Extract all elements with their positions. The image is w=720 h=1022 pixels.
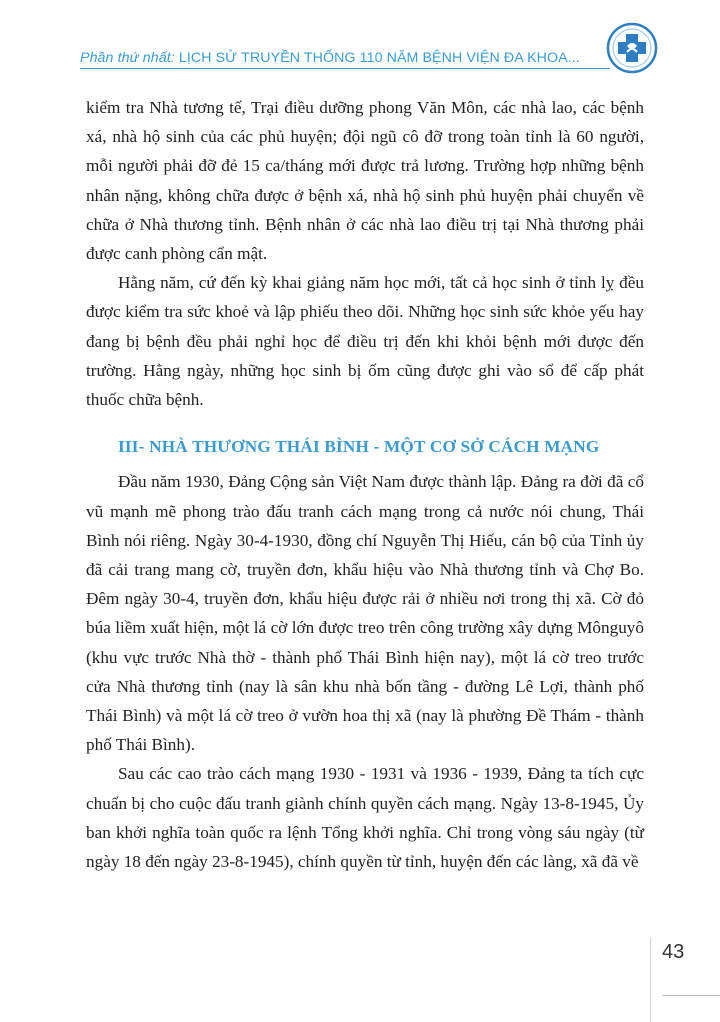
page-number-divider <box>650 938 651 1022</box>
paragraph: Sau các cao trào cách mạng 1930 - 1931 và 1936 - 1939, Đảng ta tích cực chuẩn bị cho cuộc đấu tranh giành chính quyền cách mạng. Ngày 13-8-1945, Ủy ban khởi nghĩa toàn quốc ra lệnh Tổng khởi nghĩa. Chỉ trong vòng sáu ngày (từ ngày 18 đến ngày 23-8-1945), chính quyền từ tỉnh, huyện đến các làng, xã đã về <box>86 764 644 872</box>
header-divider <box>80 68 610 69</box>
running-header <box>80 50 580 66</box>
footer-rule <box>662 995 720 996</box>
header-title: LỊCH SỬ TRUYỀN THỐNG 110 NĂM BỆNH VIỆN ĐA KHOA... <box>178 50 580 66</box>
section-heading: III- NHÀ THƯƠNG THÁI BÌNH - MỘT CƠ SỞ CÁCH MẠNG <box>118 437 600 457</box>
hospital-cross-logo-icon <box>606 22 658 74</box>
paragraph-continued: kiểm tra Nhà tương tế, Trại điều dưỡng phong Văn Môn, các nhà lao, các bệnh xá, nhà hộ sinh của các phủ huyện; đội ngũ cô đỡ trong toàn tỉnh là 60 người, mỗi người phải đỡ đẻ 15 ca/tháng mới được trả lương. Trường hợp những bệnh nhân nặng, không chữa được ở bệnh xá, nhà hộ sinh phủ huyện phải chuyển về chữa ở Nhà thương tỉnh. Bệnh nhân ở các nhà lao điều trị tại Nhà thương phải được canh phòng cẩn mật. <box>86 98 644 264</box>
paragraph: Hằng năm, cứ đến kỳ khai giảng năm học mới, tất cả học sinh ở tỉnh lỵ đều được kiểm tra sức khoẻ và lập phiếu theo dõi. Những học sinh sức khỏe yếu hay đang bị bệnh đều phải nghỉ học để điều trị đến khi khỏi bệnh mới được đến trường. Hằng ngày, những học sinh bị ốm cũng được ghi vào sổ để cấp phát thuốc chữa bệnh. <box>86 273 644 410</box>
paragraph: Đầu năm 1930, Đảng Cộng sản Việt Nam được thành lập. Đảng ra đời đã cổ vũ mạnh mẽ phong trào đấu tranh cách mạng trong cả nước nói chung, Thái Bình nói riêng. Ngày 30-4-1930, đồng chí Nguyễn Thị Hiếu, cán bộ của Tỉnh ủy đã cải trang mang cờ, truyền đơn, khẩu hiệu vào Nhà thương tỉnh và Chợ Bo. Đêm ngày 30-4, truyền đơn, khẩu hiệu được rải ở nhiều nơi trong thị xã. Cờ đỏ búa liềm xuất hiện, một lá cờ lớn được treo trên công trường xây dựng Mônguyô (khu vực trước Nhà thờ - thành phố Thái Bình hiện nay), một lá cờ treo trước cửa Nhà thương tỉnh (nay là sân khu nhà bốn tầng - đường Lê Lợi, thành phố Thái Bình) và một lá cờ treo ở vườn hoa thị xã (nay là phường Đề Thám - thành phố Thái Bình). <box>86 472 644 755</box>
header-part-label: Phần thứ nhất: <box>80 50 175 66</box>
page-body <box>86 93 644 876</box>
page-number: 43 <box>662 941 685 963</box>
